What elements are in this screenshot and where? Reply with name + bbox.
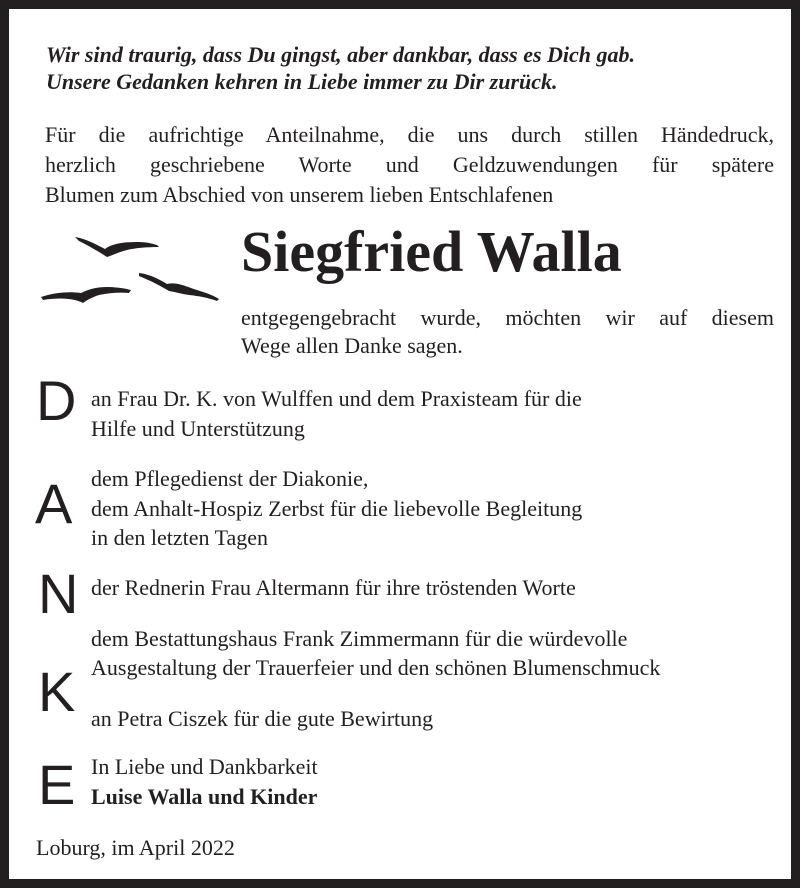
signature: Luise Walla und Kinder bbox=[91, 784, 318, 809]
danke-letter-n: N bbox=[38, 562, 79, 625]
danke-letter-d: D bbox=[36, 369, 77, 432]
birds-icon bbox=[39, 227, 229, 311]
thanks-line: Für die aufrichtige Anteilnahme, die uns durch stillen Händedruck, bbox=[45, 122, 774, 147]
danke-letter-k: K bbox=[38, 660, 76, 723]
danke-entry-line: dem Bestattungshaus Frank Zimmermann für die würdevolle bbox=[91, 626, 628, 651]
intro-line: Wir sind traurig, dass Du gingst, aber dankbar, dass es Dich gab. bbox=[46, 42, 636, 67]
danke-entry-line: an Petra Ciszek für die gute Bewirtung bbox=[91, 706, 434, 731]
danke-entry-line: in den letzten Tagen bbox=[91, 525, 269, 550]
deceased-name: Siegfried Walla bbox=[241, 219, 622, 284]
thanks-line: herzlich geschriebene Worte und Geldzuwendungen für spätere bbox=[45, 152, 774, 177]
thanks-continued-line: entgegengebracht wurde, möchten wir auf diesem bbox=[241, 305, 774, 330]
danke-entry-line: dem Pflegedienst der Diakonie, bbox=[91, 466, 369, 491]
bird-icon bbox=[139, 273, 219, 301]
thanks-continued-line: Wege allen Danke sagen. bbox=[241, 333, 463, 358]
bird-icon bbox=[41, 287, 131, 303]
bird-icon bbox=[75, 237, 159, 257]
intro-quote bbox=[46, 41, 781, 95]
danke-letter-a: A bbox=[35, 472, 73, 535]
danke-entry-line: an Frau Dr. K. von Wulffen und dem Praxisteam für die bbox=[91, 386, 582, 411]
thanks-line: Blumen zum Abschied von unserem lieben Entschlafenen bbox=[45, 182, 554, 207]
closing-line: In Liebe und Dankbarkeit bbox=[91, 754, 318, 779]
thanks-continued bbox=[241, 304, 774, 360]
intro-line: Unsere Gedanken kehren in Liebe immer zu Dir zurück. bbox=[46, 69, 558, 94]
danke-entry-line: dem Anhalt-Hospiz Zerbst für die liebevolle Begleitung bbox=[91, 496, 583, 521]
danke-entry-line: Hilfe und Unterstützung bbox=[91, 416, 305, 441]
danke-entry-line: Ausgestaltung der Trauerfeier und den schönen Blumenschmuck bbox=[91, 655, 661, 680]
danke-letter-e: E bbox=[38, 753, 76, 816]
place-date: Loburg, im April 2022 bbox=[36, 835, 235, 860]
thanks-paragraph bbox=[45, 120, 774, 210]
danke-entry-line: der Rednerin Frau Altermann für ihre tröstenden Worte bbox=[91, 575, 576, 600]
